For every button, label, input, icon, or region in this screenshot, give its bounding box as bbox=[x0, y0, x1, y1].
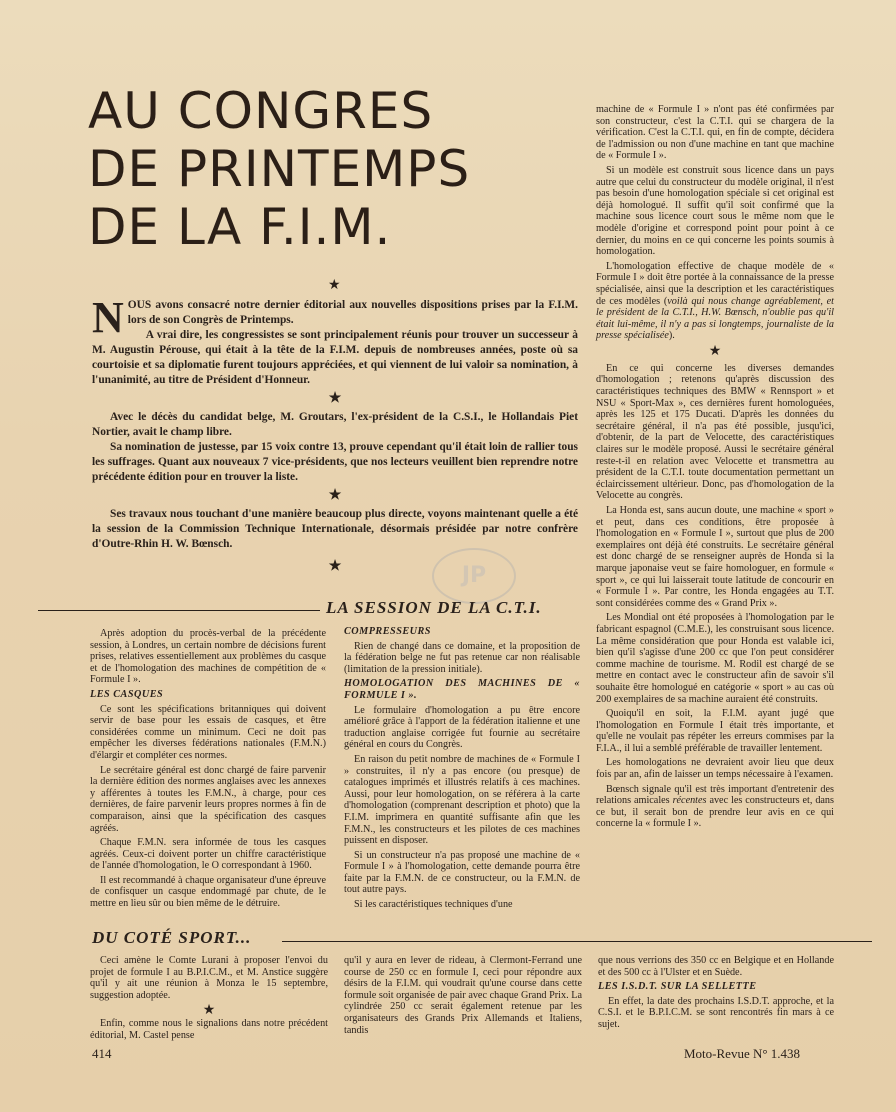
sport-paragraph: Ceci amène le Comte Lurani à proposer l'envoi du projet de formule I au B.P.I.C.M., et M. Anstice suggère qu'il y ait une réunion à Monza le 15 septembre, suggestion adoptée. bbox=[90, 955, 328, 1001]
article-title bbox=[88, 82, 538, 256]
right-paragraph-2: Si un modèle est construit sous licence dans un pays autre que celui du constructeur du modèle original, il n'est pas besoin d'une homologation spéciale si cet original est déjà homologué. Il suffit qu'il soit confirmé que la machine sous licence court sous le même nom que le modèle d'origine et correspond point pour point à ce dernier, du moins en ce qui concerne les points soumis à homologation. bbox=[596, 164, 834, 258]
intro-paragraph-3: Avec le décès du candidat belge, M. Groutars, l'ex-président de la C.S.I., le Hollandais Piet Nortier, avait le champ libre. bbox=[92, 411, 578, 438]
star-ornament: ★ bbox=[708, 343, 722, 359]
session-paragraph: Si un constructeur n'a pas proposé une machine de « Formule I » à l'homologation, cette demande pourra être faite par la F.M.N. de ce constructeur, ou la F.M.N. de tout autre pays. bbox=[344, 849, 580, 896]
subheading-homologation: HOMOLOGATION DES MACHINES DE « FORMULE I ». bbox=[344, 678, 580, 701]
right-paragraph-3: L'homologation effective de chaque modèle de « Formule I » doit être portée à la connaissance de la presse spécialisée, ainsi que la description et les caractéristiques de ces modèles (voilà qui nous change agréablement, et le président de la C.T.I., H.W. Bœnsch, n'oublie pas qu'il était lui-même, il n'y a pas si longtemps, journaliste de la presse spécialisée). bbox=[596, 260, 835, 342]
page-number: 414 bbox=[92, 1046, 112, 1061]
title-line-2: DE PRINTEMPS bbox=[88, 140, 471, 198]
star-ornament: ★ bbox=[328, 559, 342, 574]
session-paragraph: Après adoption du procès-verbal de la précédente session, à Londres, un certain nombre de décisions furent prises, relatives essentiellement aux problèmes du casque et de l'homologation des machines de compétition de « Formule I ». bbox=[90, 628, 326, 686]
intro-paragraph-5: Ses travaux nous touchant d'une manière beaucoup plus directe, voyons maintenant quelle a été la session de la Commission Technique Internationale, désormais présidée par notre confrère d'Outre-Rhin H. W. Bœnsch. bbox=[92, 508, 578, 550]
intro-paragraph-2: A vrai dire, les congressistes se sont principalement réunis pour trouver un successeur à M. Augustin Pérouse, qui était à la tête de la F.I.M. depuis de nombreuses années, poste où sa courtoisie et sa diplomatie furent toujours appréciées, et qui viennent de lui valoir sa nomination, à l'unanimité, au titre de Président d'Honneur. bbox=[92, 329, 578, 386]
intro-paragraph-1: OUS avons consacré notre dernier éditorial aux nouvelles dispositions prises par la F.I.M. lors de son Congrès de Printemps. bbox=[127, 299, 578, 326]
section-heading-sport: DU COTÉ SPORT... bbox=[92, 928, 252, 947]
session-paragraph: Rien de changé dans ce domaine, et la proposition de la fédération belge ne fut pas retenue car non réalisable (limitation de la pression initiale). bbox=[344, 640, 580, 675]
title-line-3: DE LA F.I.M. bbox=[88, 198, 392, 256]
session-paragraph: Ce sont les spécifications britanniques qui doivent servir de base pour les essais de casques, et être considérées comme un minimum. Ceci ne doit pas empêcher les diverses fédérations nationales (F.M.N.) d'élargir et compléter ces normes. bbox=[90, 703, 326, 761]
title-line-1: AU CONGRES bbox=[88, 82, 434, 140]
subheading-isdt: LES I.S.D.T. SUR LA SELLETTE bbox=[598, 981, 757, 993]
session-paragraph: Si les caractéristiques techniques d'une bbox=[354, 899, 513, 911]
sport-column-1 bbox=[90, 955, 328, 1045]
sport-paragraph: En effet, la date des prochains I.S.D.T. approche, et la C.S.I. et le B.P.I.C.M. se sont rencontrés fin mars à ce sujet. bbox=[598, 995, 834, 1030]
subheading-casques: LES CASQUES bbox=[90, 688, 164, 700]
section-rule bbox=[38, 610, 320, 611]
session-paragraph: Il est recommandé à chaque organisateur d'une épreuve de confisquer un casque endommagé par chute, de le mettre en lieu sûr ou bien même de le détruire. bbox=[90, 874, 326, 910]
sport-column-3 bbox=[598, 955, 834, 1034]
right-paragraph-7: Quoiqu'il en soit, la F.I.M. ayant jugé que l'homologation en Formule I était très importante, et qu'elle ne voulait pas répéter les erreurs commises par la F.I.A., il lui a semblé préférable de travailler lentement. bbox=[596, 708, 834, 754]
intro-block bbox=[92, 293, 578, 574]
drop-cap: N bbox=[92, 293, 124, 342]
sport-paragraph: qu'il y aura en lever de rideau, à Clermont-Ferrand une course de 250 cc en formule I, ceci pour répondre aux désirs de la F.I.M. qui voudrait qu'une course dans cette formule soit organisée de pair avec chaque Grand Prix. La cylindrée 250 cc serait également retenue par les organisateurs des Grands Prix Allemands et Italiens, tandis bbox=[344, 955, 582, 1036]
sport-column-2 bbox=[344, 955, 582, 1039]
section-heading-session: LA SESSION DE LA C.T.I. bbox=[326, 598, 542, 617]
star-ornament: ★ bbox=[328, 488, 342, 503]
star-ornament: ★ bbox=[328, 391, 342, 406]
session-paragraph: En raison du petit nombre de machines de « Formule I » construites, il n'y a pas encore (ou presque) de catalogues imprimés et illustrés relatifs à ces machines. Aussi, pour leur homologation, on se référera à la carte d'homologation (comprenant description et photo) que la F.I.M. imprimera en quantité suffisante afin que les F.M.N., les constructeurs et les pilotes de ces machines puissent en disposer. bbox=[344, 753, 580, 847]
right-column bbox=[596, 104, 834, 833]
session-paragraph: Chaque F.M.N. sera informée de tous les casques agréés. Ceux-ci doivent porter un chiffre caractéristique de l'année d'homologation, le O correspondant à 1960. bbox=[90, 837, 326, 872]
intro-paragraph-4: Sa nomination de justesse, par 15 voix contre 13, prouve cependant qu'il était loin de rallier tous les suffrages. Quant aux nouveaux 7 vice-présidents, que nos lecteurs veuillent bien reprendre notre précédente édition pour en trouver la liste. bbox=[92, 441, 578, 483]
sport-paragraph: que nous verrions des 350 cc en Belgique et en Hollande et des 500 cc à l'Ulster et en Suède. bbox=[598, 955, 834, 978]
magazine-footer: Moto-Revue N° 1.438 bbox=[684, 1046, 801, 1061]
star-ornament: ★ bbox=[328, 277, 341, 293]
session-column-1 bbox=[90, 628, 326, 913]
session-column-2 bbox=[344, 626, 580, 914]
right-paragraph-6: Les Mondial ont été proposées à l'homologation par le fabricant espagnol (C.M.E.), les construisant sous licence. La même considération que pour Honda est valable ici, bien qu'il s'agisse d'une 200 cc que l'on peut considérer comme machine de tourisme. M. Rodil est chargé de se mettre en contact avec le constructeur afin de savoir s'il souhaite être homologué en catégorie « sport » au cas où 200 exemplaires de sa machine auraient été construits. bbox=[596, 612, 834, 705]
session-paragraph: Le formulaire d'homologation a pu être encore amélioré grâce à l'apport de la fédération italienne et une traduction anglaise corrigée fut fournie au secrétaire général en cours du Congrès. bbox=[344, 704, 580, 751]
subheading-compresseurs: COMPRESSEURS bbox=[344, 626, 431, 637]
sport-paragraph: Enfin, comme nous le signalions dans notre précédent éditorial, M. Castel pense bbox=[90, 1018, 328, 1041]
session-paragraph: Le secrétaire général est donc chargé de faire parvenir la dernière édition des normes anglaises avec les annexes y afférentes à toutes les F.M.N., à charge, pour ces dernières, de faire parvenir leurs propres normes à fin de comparaison, ainsi que la spécification des casques agréés. bbox=[90, 764, 326, 834]
section-rule bbox=[282, 941, 872, 942]
star-ornament: ★ bbox=[202, 1003, 216, 1019]
watermark-stamp: JP bbox=[432, 548, 516, 604]
right-paragraph-8: Les homologations ne devraient avoir lieu que deux fois par an, afin de laisser un temps nécessaire à l'examen. bbox=[596, 757, 834, 781]
right-paragraph-9: Bœnsch signale qu'il est très important d'entretenir des relations amicales récentes avec les constructeurs et, dans ce but, il serait bon de prendre leur avis en ce qui concerne la « formule I ». bbox=[596, 783, 834, 830]
right-paragraph-1: machine de « Formule I » n'ont pas été confirmées par son constructeur, c'est la C.T.I. qui se chargera de la vérification. C'est la C.T.I. qui, en fin de compte, décidera de l'admission ou non d'une machine en tant que machine de « Formule I ». bbox=[596, 104, 834, 162]
right-paragraph-4: En ce qui concerne les diverses demandes d'homologation ; retenons qu'après discussion des caractéristiques techniques des BMW « Rennsport » et NSU « Sport-Max », ces dernières furent homologuées, après les 125 et 175 Ducati. D'après les données du secrétaire général, il n'a pas été possible, jusqu'ici, d'obtenir, de la part de Velocette, des caractéristiques claires sur le modèle proposé. Aussi le secrétaire général reste-t-il en relation avec Velocette et transmettra au président de la C.T.I. toute documentation permettant un éclaircissement ultérieur. Donc, pas d'homologation de la Velocette au congrès. bbox=[596, 362, 834, 502]
right-paragraph-5: La Honda est, sans aucun doute, une machine « sport » et peut, dans ces conditions, être proposée à l'homologation en « Formule I », surtout que plus de 200 exemplaires ont déjà été construits. Le secrétaire général est donc chargé de se renseigner auprès de Honda si la marque japonaise veut se faire homologuer, en formule « sport », ce qui lui laisserait toute latitude de concourir en « Formule I ». Par contre, les Honda engagées au T.T. sont considérées comme des « Grand Prix ». bbox=[596, 505, 834, 609]
